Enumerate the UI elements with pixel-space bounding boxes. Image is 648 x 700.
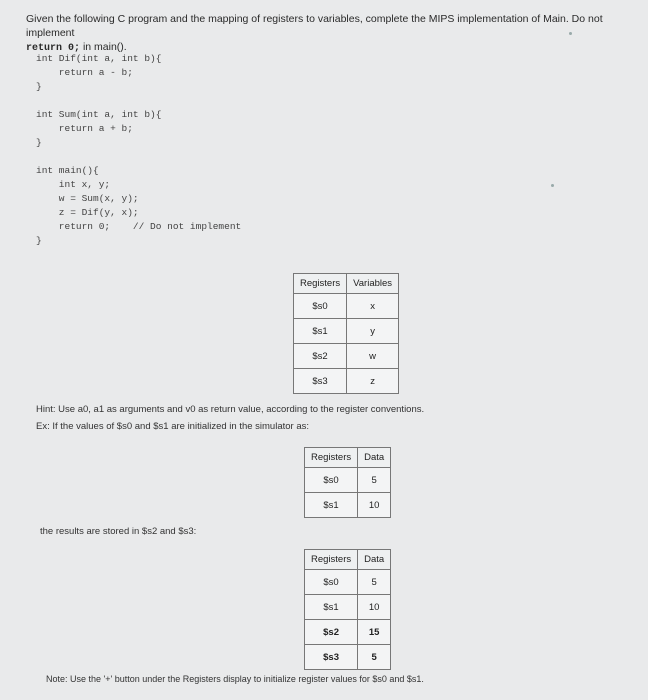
table-row (305, 620, 391, 645)
cursor-dot (569, 32, 572, 35)
cell-register: $s1 (305, 595, 358, 620)
table-row (305, 645, 391, 670)
cell-register: $s3 (305, 645, 358, 670)
cell-register: $s2 (294, 344, 347, 369)
example-text: Ex: If the values of $s0 and $s1 are initialized in the simulator as: (36, 421, 310, 432)
cell-variable: y (347, 319, 399, 344)
header-registers: Registers (305, 448, 358, 468)
question-tail: in main(). (82, 41, 127, 53)
cell-data: 10 (358, 493, 391, 518)
cell-register: $s2 (305, 620, 358, 645)
cell-data: 5 (358, 468, 391, 493)
table-row (305, 493, 391, 518)
table-row (294, 344, 399, 369)
question-text: Given the following C program and the mapping of registers to variables, complete the MIPS implementation of Main. Do not implement (26, 13, 603, 39)
table-row (305, 468, 391, 493)
table-row (305, 595, 391, 620)
table-row (294, 369, 399, 394)
cell-register: $s0 (294, 294, 347, 319)
cell-register: $s1 (294, 319, 347, 344)
cell-register: $s0 (305, 468, 358, 493)
hint-text: Hint: Use a0, a1 as arguments and v0 as return value, according to the register conventions. (36, 404, 425, 415)
initial-register-table (304, 447, 391, 518)
register-variable-table (293, 273, 399, 394)
stray-dot (551, 184, 554, 187)
table-row (294, 294, 399, 319)
header-data: Data (358, 448, 391, 468)
question-prompt (26, 12, 638, 56)
header-data: Data (358, 550, 391, 570)
cell-variable: x (347, 294, 399, 319)
result-register-table (304, 549, 391, 670)
header-variables: Variables (347, 274, 399, 294)
cell-register: $s3 (294, 369, 347, 394)
cell-register: $s0 (305, 570, 358, 595)
cell-data: 5 (358, 645, 391, 670)
header-registers: Registers (305, 550, 358, 570)
cell-register: $s1 (305, 493, 358, 518)
table-row (305, 570, 391, 595)
inline-code: return 0; (26, 43, 81, 54)
cell-variable: w (347, 344, 399, 369)
cell-variable: z (347, 369, 399, 394)
results-text: the results are stored in $s2 and $s3: (40, 526, 197, 537)
table-row (294, 319, 399, 344)
c-code-block: int Dif(int a, int b){ return a - b; } int Sum(int a, int b){ return a + b; } int main(){ int x, y; w = Sum(x, y); z = Dif(y, x); return 0; // Do not implement } (36, 53, 242, 246)
cell-data: 15 (358, 620, 391, 645)
note-text: Note: Use the '+' button under the Registers display to initialize register values for $s0 and $s1. (46, 674, 424, 684)
header-registers: Registers (294, 274, 347, 294)
cell-data: 5 (358, 570, 391, 595)
cell-data: 10 (358, 595, 391, 620)
